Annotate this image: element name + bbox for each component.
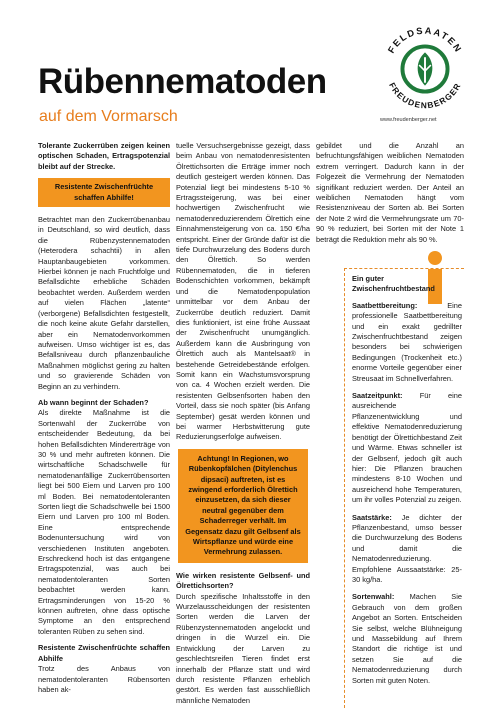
- paragraph: gebildet und die Anzahl an befruchtungsfähigen weiblichen Nematoden extrem verringert. Dadurch kann in der Folgezeit die Vermehrung der Nematoden signifikant reduziert werden. Der Anteil an weiblichen Nematoden hängt vom Resistenzniveau der Sorten ab. Bei Sorten der Note 2 wird die Vermehrungsrate um 70-90 % reduziert, bei Sorten mit der Note 1 beträgt die Reduktion mehr als 90 %.: [316, 141, 464, 244]
- lead-text: Tolerante Zuckerrüben zeigen keinen optischen Schaden, Ertragspotenzial bleibt auf der Strecke.: [38, 141, 170, 171]
- warning-box: Achtung! In Regionen, wo Rübenkopfälchen (Ditylenchus dipsaci) auftreten, ist es zwingend erforderlich Ölrettich einzusetzen, da sich dieser neutral gegenüber dem Schaderreger verhält. Im Gegensatz dazu gilt Gelbsenf als Wirtspflanze und würde eine Vermehrung zulassen.: [178, 449, 308, 563]
- column-2: [176, 141, 310, 706]
- paragraph: Durch spezifische Inhaltsstoffe in den Wurzelausscheidungen der resistenten Sorten werden die Larven der Rübenzystennematoden angelockt und dringen in die Wurzel ein. Die Entwicklung der Larven zu geschlechtsreifen Tieren findet erst innerhalb der Pflanze statt und wird durch resistente Pflanzen erheblich gestört. Es werden fast ausschließlich männliche Nematoden: [176, 591, 310, 705]
- info-item: Saatzeitpunkt: Für eine ausreichende Pflanzenentwicklung und effektive Nematodenreduzierung benötigt der Ölrettichbestand Zeit und Wärme. Etwas schneller ist der Gelbsenf, jedoch gilt auch hier: Die Pflanzen brauchen mindestens 8-10 Wochen und ausreichend hohe Temperaturen, um ihr volles Potenzial zu zeigen.: [352, 391, 462, 505]
- svg-text:FELDSAATEN: FELDSAATEN: [386, 25, 464, 55]
- page-subtitle: auf dem Vormarsch: [39, 108, 178, 125]
- page-title: Rübennematoden: [38, 62, 327, 101]
- paragraph: Trotz des Anbaus von nematodentoleranten Rübensorten haben ak-: [38, 664, 170, 694]
- paragraph: Betrachtet man den Zuckerrübenanbau in Deutschland, so wird deutlich, dass die Rübenzystennematoden (Heterodera schachtii) in allen Hauptanbaugebieten vorkommen. Hierbei können je nach Fruchtfolge und Befallsdichte erhebliche Schäden beobachtet werden. Außerdem werden auf vielen Flächen „latente“ (verborgene) Befallsdichten festgestellt, die noch keine akute Gefahr darstellen, aber ein Nematodenvorkommen aufweisen. Umso wichtiger ist es, das Befallsniveau durch pflanzenbauliche Maßnahmen möglichst gering zu halten und so gravierende Schäden von Beginn an zu verhindern.: [38, 215, 170, 391]
- paragraph: tuelle Versuchsergebnisse gezeigt, dass beim Anbau von nematodenresistenten Ölrettichsorten die Erträge immer noch deutlich gesteigert werden können. Das Potenzial liegt bei mindestens 5-10 % Ertragssteigerung, was bei einer hochwertigen Zwischenfrucht wie nematodenreduzierendem Ölrettich eine Einnahmensteigerung von ca. 150 €/ha entspricht. Einer der Gründe dafür ist die tiefe Durchwurzelung des Bodens durch den Ölrettich. So werden Rübennematoden, die in tieferen Bodenschichten vorkommen, bekämpft und die Nematodenpopulation unmittelbar vor dem Anbau der Zuckerrübe deutlich reduziert. Damit dies funktioniert, ist eine frühe Aussaat der Zwischenfrucht unumgänglich. Außerdem kann die Ausbringung von Ölrettich auch als Mantelsaat® in bestehende Getreidebestände erfolgen. Somit kann ein Wachstumsvorsprung von ca. 4 Wochen erzielt werden. Die resistenten Gelbsenfsorten haben den Vorteil, dass sie noch später (bis Anfang September) gesät werden können und bei warmer Herbstwitterung gute Reduzierungserfolge aufweisen.: [176, 141, 310, 442]
- info-item: Sortenwahl: Machen Sie Gebrauch von dem großen Angebot an Sorten. Entscheiden Sie selbst, welche Blühneigung und Massebildung auf Ihrem Standort die richtige ist und setzen Sie auf die Nematodenreduzierung durch Sorten mit guten Noten.: [352, 592, 462, 685]
- feldsaaten-logo-icon: [376, 20, 474, 118]
- section-heading: Ab wann beginnt der Schaden?: [38, 397, 149, 407]
- website-url[interactable]: www.freudenberger.net: [380, 117, 437, 123]
- svg-text:FREUDENBERGER: FREUDENBERGER: [387, 80, 463, 111]
- section-heading: Resistente Zwischenfrüchte schaffen Abhilfe: [38, 643, 170, 663]
- column-3: [316, 141, 464, 245]
- section-heading: Wie wirken resistente Gelbsenf- und Ölrettichsorten?: [176, 570, 310, 591]
- paragraph: Als direkte Maßnahme ist die Sortenwahl der Zuckerrübe von entscheidender Bedeutung, da bei hohen Befallsdichten Mindererträge von 30 % und mehr auftreten können. Die wirtschaftliche Schadschwelle für nematodenanfällige Zuckerrübensorten liegt bei 500 Eiern und Larven pro 100 ml Boden. Bei nematodentoleranten Sorten liegt die Schadschwelle bei 1500 Eiern und Larven pro 100 ml Boden. Eine entsprechende Bodenuntersuchung wird von verschiedenen Instituten angeboten. Erschreckend hoch ist das entgangene Ertragspotenzial, was auch bei nematodentoleranten Sorten beobachtet werden kann. Ertragsminderungen von 15-20 % können auftreten, ohne dass optische Symptome an den entsprechend toleranten Rüben zu sehen sind.: [38, 408, 170, 636]
- column-1: [38, 141, 170, 695]
- info-item: Saatbettbereitung: Eine professionelle Saatbettbereitung und ein exakt gedrillter Zwischenfruchtbestand zeigen besonders bei schwierigen Bedingungen (Trockenheit etc.) enorme Vorteile gegenüber einer Streusaat im Schnellverfahren.: [352, 300, 462, 383]
- info-box: [352, 274, 462, 693]
- highlight-box-1: Resistente Zwischenfrüchte schaffen Abhilfe!: [38, 178, 170, 207]
- info-box-title: Ein guter Zwischenfruchtbestand: [352, 274, 435, 294]
- info-item: Saatstärke: Je dichter der Pflanzenbestand, umso besser die Durchwurzelung des Bodens und damit die Nematodenreduzierung. Empfohlene Aussaatstärke: 25-30 kg/ha.: [352, 512, 462, 584]
